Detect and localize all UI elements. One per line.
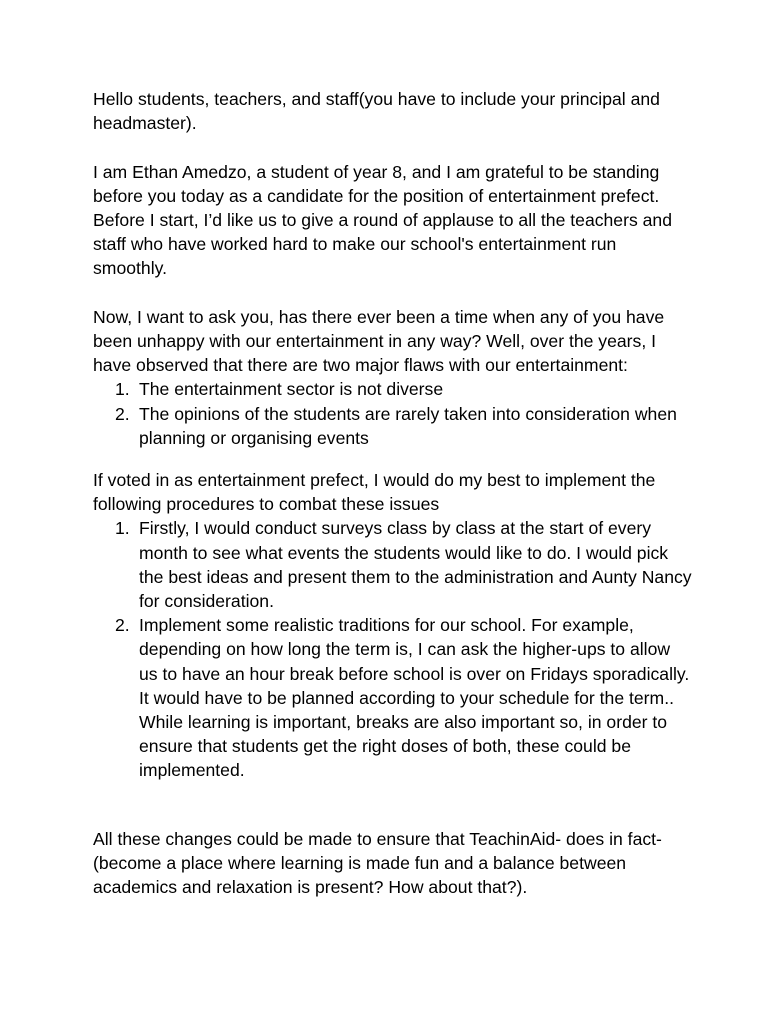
proposal-paragraph: If voted in as entertainment prefect, I would do my best to implement the following procedures to combat these issues <box>93 470 656 515</box>
list-item-text: Implement some realistic traditions for our school. For example, depending on how long the term is, I can ask the higher-ups to allow us to have an hour break before school is over on Fridays sporadically. It would have to be planned according to your schedule for the term.. While learning is important, breaks are also important so, in order to ensure that students get the right doses of both, these could be implemented. <box>139 615 690 781</box>
list-item-text: The entertainment sector is not diverse <box>139 379 444 400</box>
list-item <box>93 402 693 450</box>
question-paragraph: Now, I want to ask you, has there ever been a time when any of you have been unhappy with our entertainment in any way? Well, over the years, I have observed that there are two major flaws with our entertainment: <box>93 306 665 376</box>
list-item <box>93 516 693 613</box>
closing-paragraph: All these changes could be made to ensure that TeachinAid- does in fact- (become a place where learning is made fun and a balance between academics and relaxation is present? How about that?). <box>93 828 662 898</box>
intro-paragraph: I am Ethan Amedzo, a student of year 8, and I am grateful to be standing before you today as a candidate for the position of entertainment prefect. Before I start, I’d like us to give a round of applause to all the teachers and staff who have worked hard to make our school's entertainment run smoothly. <box>93 161 672 279</box>
list-item <box>93 377 693 401</box>
list-item-text: The opinions of the students are rarely taken into consideration when planning or organising events <box>139 403 677 448</box>
list-number: 2. <box>115 615 130 636</box>
list-number: 1. <box>115 379 130 400</box>
procedures-list <box>93 516 693 782</box>
list-number: 1. <box>115 518 130 539</box>
list-number: 2. <box>115 403 130 424</box>
document-body <box>93 87 693 899</box>
list-item <box>93 613 693 782</box>
flaws-list <box>93 377 693 450</box>
greeting-paragraph: Hello students, teachers, and staff(you have to include your principal and headmaster). <box>93 89 660 134</box>
list-item-text: Firstly, I would conduct surveys class by class at the start of every month to see what events the students would like to do. I would pick the best ideas and present them to the administration and Aunty Nancy for consideration. <box>139 518 692 612</box>
